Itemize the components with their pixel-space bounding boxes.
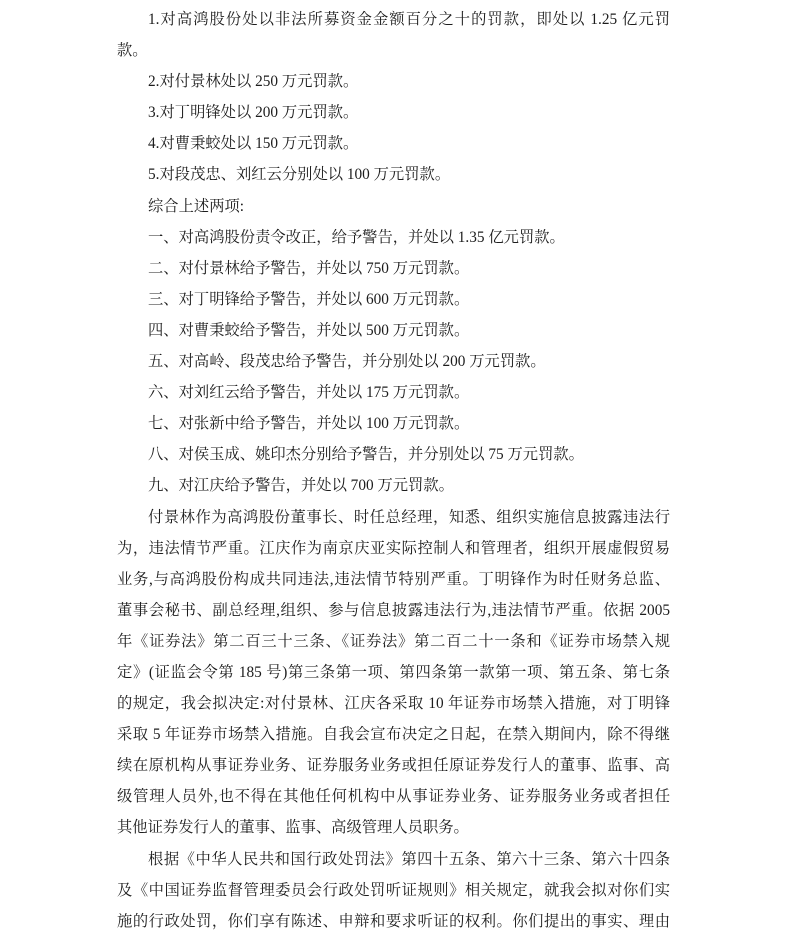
decision-item-2 (117, 253, 670, 284)
text-line: 二、对付景林给予警告，并处以 750 万元罚款。 (148, 259, 470, 277)
hearing-rights-paragraph (117, 844, 670, 937)
text-line: 付景林作为高鸿股份董事长、时任总经理，知悉、组织实施信息披露违法行 (148, 508, 670, 526)
text-line: 级管理人员外,也不得在其他任何机构中从事证券业务、证券服务业务或者担任 (117, 788, 670, 806)
decision-item-8 (117, 439, 670, 470)
text-line: 款。 (117, 42, 148, 60)
text-line: 八、对侯玉成、姚印杰分别给予警告，并分别处以 75 万元罚款。 (148, 446, 584, 464)
text-line: 5.对段茂忠、刘红云分别处以 100 万元罚款。 (148, 166, 451, 184)
text-line: 采取 5 年证券市场禁入措施。自我会宣布决定之日起，在禁入期间内，除不得继 (117, 726, 670, 744)
penalty-item-5 (117, 159, 670, 190)
decision-item-6 (117, 377, 670, 408)
text-line: 续在原机构从事证券业务、证券服务业务或担任原证券发行人的董事、监事、高 (117, 757, 670, 775)
text-line: 五、对高岭、段茂忠给予警告，并分别处以 200 万元罚款。 (148, 353, 546, 371)
text-line: 六、对刘红云给予警告，并处以 175 万元罚款。 (148, 384, 470, 402)
text-line: 一、对高鸿股份责令改正，给予警告，并处以 1.35 亿元罚款。 (148, 228, 565, 246)
text-line: 为，违法情节严重。江庆作为南京庆亚实际控制人和管理者，组织开展虚假贸易 (117, 539, 670, 557)
text-line: 其他证券发行人的董事、监事、高级管理人员职务。 (117, 819, 469, 837)
text-line: 及《中国证券监督管理委员会行政处罚听证规则》相关规定，就我会拟对你们实 (117, 881, 670, 899)
summary-heading (117, 191, 670, 222)
decision-item-9 (117, 470, 670, 501)
penalty-item-2 (117, 66, 670, 97)
penalty-item-1 (117, 4, 670, 66)
text-line: 三、对丁明锋给予警告，并处以 600 万元罚款。 (148, 290, 470, 308)
text-line: 的规定，我会拟决定:对付景林、江庆各采取 10 年证券市场禁入措施，对丁明锋 (117, 695, 670, 713)
text-line: 综合上述两项: (148, 197, 245, 215)
penalty-item-3 (117, 97, 670, 128)
decision-item-1 (117, 222, 670, 253)
document-page (117, 4, 670, 937)
text-line: 施的行政处罚，你们享有陈述、申辩和要求听证的权利。你们提出的事实、理由 (117, 912, 670, 930)
decision-item-4 (117, 315, 670, 346)
penalty-item-4 (117, 128, 670, 159)
text-line: 业务,与高鸿股份构成共同违法,违法情节特别严重。丁明锋作为时任财务总监、 (117, 570, 670, 588)
text-line: 3.对丁明锋处以 200 万元罚款。 (148, 104, 359, 122)
decision-item-3 (117, 284, 670, 315)
text-line: 年《证券法》第二百三十三条、《证券法》第二百二十一条和《证券市场禁入规 (117, 632, 670, 650)
text-line: 四、对曹秉蛟给予警告，并处以 500 万元罚款。 (148, 321, 470, 339)
text-line: 董事会秘书、副总经理,组织、参与信息披露违法行为,违法情节严重。依据 2005 (117, 601, 670, 619)
text-line: 1.对高鸿股份处以非法所募资金金额百分之十的罚款，即处以 1.25 亿元罚 (148, 11, 670, 28)
text-line: 4.对曹秉蛟处以 150 万元罚款。 (148, 135, 359, 153)
text-line: 根据《中华人民共和国行政处罚法》第四十五条、第六十三条、第六十四条 (148, 850, 670, 868)
market-ban-paragraph (117, 502, 670, 844)
text-line: 七、对张新中给予警告，并处以 100 万元罚款。 (148, 415, 470, 433)
text-line: 九、对江庆给予警告，并处以 700 万元罚款。 (148, 477, 454, 495)
text-line: 定》(证监会令第 185 号)第三条第一项、第四条第一款第一项、第五条、第七条 (117, 663, 670, 681)
decision-item-7 (117, 408, 670, 439)
text-line: 2.对付景林处以 250 万元罚款。 (148, 73, 359, 91)
decision-item-5 (117, 346, 670, 377)
